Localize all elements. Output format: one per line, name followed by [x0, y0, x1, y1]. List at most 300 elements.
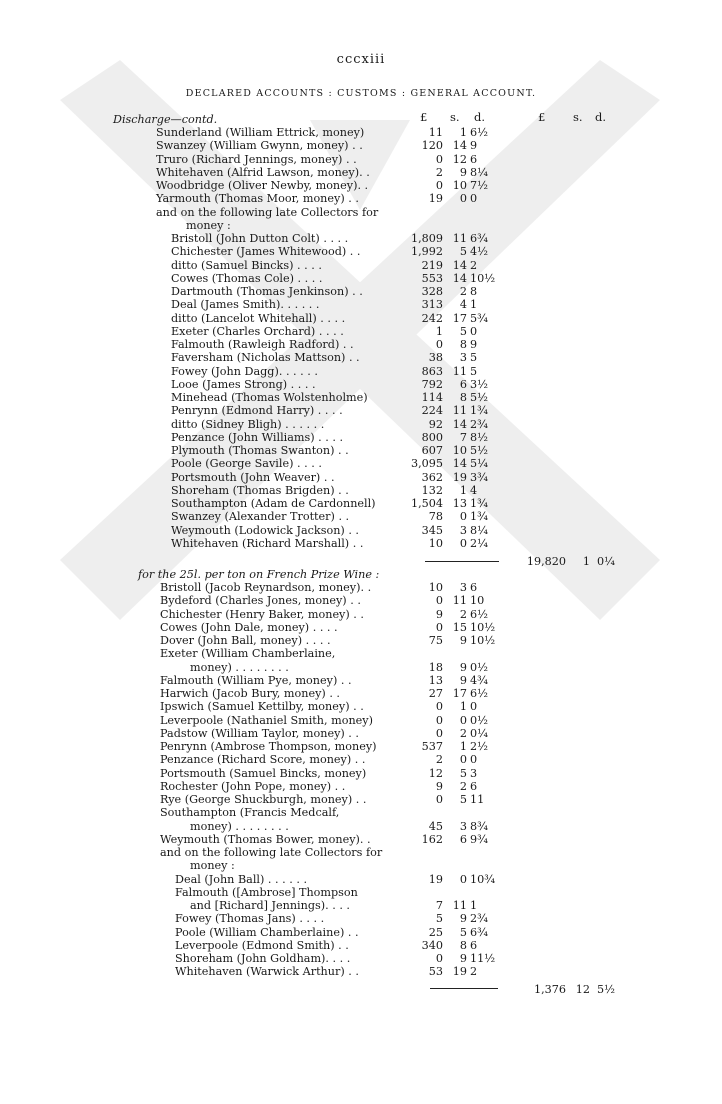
row-pounds: 114 — [421, 391, 443, 404]
row-pounds: 19 — [428, 872, 443, 886]
row-pounds: 345 — [421, 523, 443, 537]
row-pence: 5½ — [470, 444, 488, 457]
row-label: Fowey (John Dagg). . . . . . — [171, 364, 318, 378]
row-pence: 1¾ — [470, 497, 488, 510]
table-row — [0, 767, 722, 780]
row-pence: 11 — [470, 793, 485, 806]
row-label: Woodbridge (Oliver Newby, money). . — [156, 179, 369, 192]
row-pounds: 1,809 — [410, 232, 443, 245]
row-pounds: 607 — [421, 444, 443, 457]
row-shillings: 3 — [459, 351, 467, 365]
table-row — [0, 471, 722, 484]
row-label: Padstow (William Taylor, money) . . — [160, 726, 359, 740]
table-row — [0, 418, 722, 431]
row-pounds: 1,504 — [410, 497, 443, 510]
row-shillings: 11 — [452, 899, 467, 912]
table-row — [0, 912, 722, 925]
table-row — [0, 899, 722, 912]
row-pounds: 0 — [435, 793, 443, 806]
table-row — [0, 444, 722, 457]
row-pence: 6½ — [470, 607, 488, 621]
row-shillings: 15 — [452, 620, 467, 634]
row-label: Southampton (Francis Medcalf, — [160, 806, 340, 820]
row-pounds: 11 — [428, 126, 443, 139]
row-pounds: 242 — [421, 311, 443, 325]
table-row — [0, 926, 722, 939]
row-pence: 1¾ — [470, 510, 488, 524]
row-shillings: 14 — [452, 139, 467, 153]
table-row — [0, 166, 722, 179]
header-total-pounds: £ — [538, 110, 546, 124]
row-pence: 8½ — [470, 430, 488, 444]
row-pence: 10½ — [470, 271, 496, 285]
row-pounds: 362 — [421, 470, 443, 484]
table-row — [0, 886, 722, 899]
row-pence: 8¼ — [470, 523, 488, 537]
header-pence: d. — [474, 110, 486, 124]
row-label: Sunderland (William Ettrick, money) — [156, 126, 365, 139]
row-pounds: 19 — [428, 192, 443, 206]
row-shillings: 14 — [452, 457, 467, 471]
header-total-pence: d. — [595, 110, 607, 124]
row-label: Penzance (Richard Score, money) . . — [160, 753, 366, 767]
row-label: Falmouth (Rawleigh Radford) . . — [171, 338, 354, 351]
row-pence: 0 — [470, 324, 478, 338]
row-shillings: 17 — [452, 687, 467, 700]
row-label: Harwich (Jacob Bury, money) . . — [160, 687, 340, 700]
row-label: Swanzey (William Gwynn, money) . . — [156, 139, 363, 153]
row-label: Minehead (Thomas Wolstenholme) — [171, 391, 368, 404]
row-pence: 5½ — [470, 391, 488, 404]
row-label: Bydeford (Charles Jones, money) . . — [160, 594, 361, 608]
row-shillings: 0 — [459, 872, 467, 886]
table-row — [0, 780, 722, 793]
row-shillings: 2 — [459, 285, 467, 298]
row-shillings: 4 — [459, 298, 467, 312]
row-pounds: 2 — [435, 165, 443, 179]
table-row — [0, 338, 722, 351]
row-pounds: 10 — [428, 581, 443, 594]
row-pence: 3¾ — [470, 470, 488, 484]
row-shillings: 1 — [459, 126, 467, 139]
table-row — [0, 833, 722, 846]
row-pence: 9 — [470, 338, 478, 351]
table-row — [0, 192, 722, 205]
row-pence: 0 — [470, 192, 478, 206]
table-row — [0, 219, 722, 232]
row-shillings: 5 — [459, 766, 467, 780]
row-label: Penrynn (Ambrose Thompson, money) — [160, 740, 377, 753]
row-label: Chichester (James Whitewood) . . — [171, 245, 361, 259]
row-pounds: 162 — [421, 832, 443, 846]
row-pounds: 0 — [435, 620, 443, 634]
row-shillings: 0 — [459, 192, 467, 206]
row-label: and [Richard] Jennings). . . . — [190, 899, 350, 912]
row-label: ditto (Lancelot Whitehall) . . . . — [171, 311, 346, 325]
row-pence: 0½ — [470, 713, 488, 727]
row-pounds: 9 — [435, 607, 443, 621]
row-label: Ipswich (Samuel Kettilby, money) . . — [160, 700, 364, 714]
row-shillings: 19 — [452, 470, 467, 484]
table-row — [0, 806, 722, 819]
row-pounds: 18 — [428, 660, 443, 674]
row-pence: 8 — [470, 285, 478, 298]
row-label: Bristoll (John Dutton Colt) . . . . — [171, 232, 349, 245]
row-pence: 8¾ — [470, 819, 488, 833]
row-pounds: 78 — [428, 510, 443, 524]
table-row — [0, 325, 722, 338]
row-label: Looe (James Strong) . . . . — [171, 377, 316, 391]
row-pence: 1¾ — [470, 404, 488, 418]
table-row — [0, 714, 722, 727]
row-shillings: 11 — [452, 404, 467, 418]
row-label: Fowey (Thomas Jans) . . . . — [175, 912, 325, 926]
table-row — [0, 457, 722, 470]
section2-total: 1,376 12 5½ — [533, 983, 615, 996]
row-pence: 10½ — [470, 634, 496, 647]
table-row — [0, 674, 722, 687]
row-shillings: 7 — [459, 430, 467, 444]
row-pence: 3 — [470, 766, 478, 780]
row-label: Dartmouth (Thomas Jenkinson) . . — [171, 285, 363, 298]
row-pounds: 537 — [421, 740, 443, 753]
row-pounds: 12 — [428, 766, 443, 780]
row-pounds: 120 — [421, 139, 443, 153]
table-row — [0, 298, 722, 311]
row-shillings: 9 — [459, 165, 467, 179]
table-row — [0, 431, 722, 444]
row-shillings: 6 — [459, 832, 467, 846]
row-shillings: 9 — [459, 912, 467, 926]
row-shillings: 12 — [452, 152, 467, 166]
row-pounds: 553 — [421, 271, 443, 285]
row-pounds: 9 — [435, 779, 443, 793]
table-row — [0, 793, 722, 806]
row-pounds: 92 — [428, 417, 443, 431]
table-row — [0, 351, 722, 364]
table-row — [0, 391, 722, 404]
table-row — [0, 621, 722, 634]
row-pounds: 2 — [435, 753, 443, 767]
table-row — [0, 952, 722, 965]
row-shillings: 1 — [459, 740, 467, 753]
row-label: ditto (Sidney Bligh) . . . . . . — [171, 417, 325, 431]
row-label: Weymouth (Thomas Bower, money). . — [160, 832, 371, 846]
table-row — [0, 687, 722, 700]
table-row — [0, 484, 722, 497]
table-row — [0, 661, 722, 674]
row-pence: 0 — [470, 753, 478, 767]
table-row — [0, 378, 722, 391]
table-row — [0, 139, 722, 152]
row-shillings: 2 — [459, 607, 467, 621]
row-pounds: 38 — [428, 351, 443, 365]
row-shillings: 0 — [459, 713, 467, 727]
row-pence: 10 — [470, 594, 485, 608]
row-label: Shoreham (John Goldham). . . . — [175, 952, 351, 965]
row-label: money) . . . . . . . . — [190, 819, 289, 833]
table-row — [0, 859, 722, 872]
row-label: Portsmouth (John Weaver) . . — [171, 470, 335, 484]
row-pounds: 13 — [428, 673, 443, 687]
row-label: Yarmouth (Thomas Moor, money) . . — [156, 192, 359, 206]
row-label: Falmouth (William Pye, money) . . — [160, 673, 352, 687]
row-pounds: 313 — [421, 298, 443, 312]
row-shillings: 10 — [452, 179, 467, 192]
row-pence: 1 — [470, 298, 478, 312]
row-pence: 6½ — [470, 126, 488, 139]
table-row — [0, 581, 722, 594]
table-row — [0, 126, 722, 139]
row-pounds: 219 — [421, 258, 443, 272]
table-row — [0, 965, 722, 978]
row-shillings: 3 — [459, 819, 467, 833]
row-shillings: 5 — [459, 324, 467, 338]
table-row — [0, 537, 722, 550]
row-pence: 4 — [470, 483, 478, 497]
row-pounds: 340 — [421, 938, 443, 952]
row-pence: 10¾ — [470, 872, 496, 886]
table-row — [0, 232, 722, 245]
row-label: ditto (Samuel Bincks) . . . . — [171, 258, 322, 272]
row-label: Penzance (John Williams) . . . . — [171, 430, 344, 444]
row-shillings: 17 — [452, 311, 467, 325]
page-number: cccxiii — [336, 52, 386, 67]
table-row — [0, 153, 722, 166]
row-pence: 8¼ — [470, 165, 488, 179]
section-heading-prize-wine: for the 25l. per ton on French Prize Wine : — [138, 568, 380, 581]
row-pounds: 7 — [435, 899, 443, 912]
row-shillings: 9 — [459, 660, 467, 674]
row-shillings: 19 — [452, 965, 467, 979]
row-shillings: 1 — [459, 700, 467, 714]
row-pounds: 1 — [435, 324, 443, 338]
row-shillings: 0 — [459, 536, 467, 550]
row-shillings: 5 — [459, 925, 467, 939]
row-label: money) . . . . . . . . — [190, 660, 289, 674]
row-label: Leverpoole (Nathaniel Smith, money) — [160, 713, 373, 727]
table-row — [0, 404, 722, 417]
row-pence: 5¾ — [470, 311, 488, 325]
row-pence: 2¾ — [470, 417, 488, 431]
row-label: Whitehaven (Warwick Arthur) . . — [175, 965, 359, 979]
row-pounds: 0 — [435, 152, 443, 166]
row-label: Portsmouth (Samuel Bincks, money) — [160, 766, 367, 780]
row-label: Falmouth ([Ambrose] Thompson — [175, 885, 358, 899]
header-total-shillings: s. — [573, 110, 583, 124]
row-pounds: 0 — [435, 726, 443, 740]
row-shillings: 9 — [459, 673, 467, 687]
row-shillings: 5 — [459, 245, 467, 259]
row-label: Exeter (William Chamberlaine, — [160, 647, 336, 661]
row-shillings: 0 — [459, 510, 467, 524]
row-pence: 0½ — [470, 660, 488, 674]
row-pence: 0 — [470, 700, 478, 714]
table-row — [0, 285, 722, 298]
row-label: money : — [186, 218, 231, 232]
row-pounds: 53 — [428, 965, 443, 979]
row-shillings: 11 — [452, 232, 467, 245]
table-row — [0, 753, 722, 766]
table-row — [0, 594, 722, 607]
row-label: Truro (Richard Jennings, money) . . — [156, 152, 357, 166]
row-label: and on the following late Collectors for — [156, 205, 379, 219]
row-label: Cowes (John Dale, money) . . . . — [160, 620, 338, 634]
section1-total: 19,820 1 0¼ — [526, 555, 615, 568]
table-row — [0, 259, 722, 272]
row-pounds: 1,992 — [410, 245, 443, 259]
row-label: Deal (James Smith). . . . . . — [171, 298, 320, 312]
row-pounds: 10 — [428, 536, 443, 550]
row-label: Whitehaven (Alfrid Lawson, money). . — [156, 165, 370, 179]
row-shillings: 5 — [459, 793, 467, 806]
row-shillings: 14 — [452, 258, 467, 272]
row-label: Cowes (Thomas Cole) . . . . — [171, 271, 323, 285]
row-shillings: 0 — [459, 753, 467, 767]
running-head: DECLARED ACCOUNTS : CUSTOMS : GENERAL ACCOUNT. — [185, 88, 537, 99]
header-shillings: s. — [450, 110, 460, 124]
row-shillings: 6 — [459, 377, 467, 391]
row-pence: 2¼ — [470, 536, 488, 550]
row-shillings: 8 — [459, 938, 467, 952]
table-row — [0, 740, 722, 753]
row-pounds: 5 — [435, 912, 443, 926]
row-label: Southampton (Adam de Cardonnell) — [171, 497, 376, 510]
row-pounds: 863 — [421, 364, 443, 378]
row-pence: 6 — [470, 938, 478, 952]
header-pounds: £ — [420, 110, 428, 124]
row-label: Poole (William Chamberlaine) . . — [175, 925, 359, 939]
row-pence: 2¾ — [470, 912, 488, 926]
row-pounds: 25 — [428, 925, 443, 939]
row-pence: 2½ — [470, 740, 488, 753]
row-pence: 2 — [470, 258, 478, 272]
table-row — [0, 700, 722, 713]
row-label: Weymouth (Lodowick Jackson) . . — [171, 523, 359, 537]
row-pounds: 0 — [435, 952, 443, 965]
table-row — [0, 820, 722, 833]
row-pounds: 0 — [435, 700, 443, 714]
table-row — [0, 608, 722, 621]
row-pence: 6 — [470, 152, 478, 166]
row-shillings: 10 — [452, 444, 467, 457]
row-label: Poole (George Savile) . . . . — [171, 457, 322, 471]
table-row — [0, 510, 722, 523]
table-row — [0, 939, 722, 952]
row-pence: 2 — [470, 965, 478, 979]
row-label: Leverpoole (Edmond Smith) . . — [175, 938, 349, 952]
row-pence: 5 — [470, 351, 478, 365]
row-label: Rye (George Shuckburgh, money) . . — [160, 793, 367, 806]
row-label: Penrynn (Edmond Harry) . . . . — [171, 404, 343, 418]
table-row — [0, 272, 722, 285]
table-row — [0, 179, 722, 192]
table-row — [0, 634, 722, 647]
row-pence: 9¾ — [470, 832, 488, 846]
row-pounds: 0 — [435, 594, 443, 608]
row-pence: 6 — [470, 581, 478, 594]
row-pence: 7½ — [470, 179, 488, 192]
row-pence: 6½ — [470, 687, 488, 700]
row-pounds: 132 — [421, 483, 443, 497]
row-label: money : — [190, 859, 235, 873]
row-pounds: 224 — [421, 404, 443, 418]
row-label: Shoreham (Thomas Brigden) . . — [171, 483, 349, 497]
row-label: Faversham (Nicholas Mattson) . . — [171, 351, 360, 365]
row-label: Swanzey (Alexander Trotter) . . — [171, 510, 350, 524]
row-shillings: 8 — [459, 338, 467, 351]
row-pounds: 0 — [435, 338, 443, 351]
row-pence: 6¾ — [470, 232, 488, 245]
table-row — [0, 497, 722, 510]
row-pence: 4½ — [470, 245, 488, 259]
table-row — [0, 206, 722, 219]
row-shillings: 9 — [459, 952, 467, 965]
row-pence: 10½ — [470, 620, 496, 634]
table-row — [0, 647, 722, 660]
row-label: Rochester (John Pope, money) . . — [160, 779, 346, 793]
row-pounds: 0 — [435, 179, 443, 192]
row-shillings: 3 — [459, 523, 467, 537]
row-shillings: 11 — [452, 594, 467, 608]
row-shillings: 1 — [459, 483, 467, 497]
row-pence: 0¼ — [470, 726, 488, 740]
table-row — [0, 727, 722, 740]
row-shillings: 11 — [452, 364, 467, 378]
row-pounds: 328 — [421, 285, 443, 298]
row-shillings: 9 — [459, 634, 467, 647]
row-pence: 4¾ — [470, 673, 488, 687]
row-shillings: 8 — [459, 391, 467, 404]
row-pence: 6¾ — [470, 925, 488, 939]
table-row — [0, 312, 722, 325]
row-label: and on the following late Collectors for — [160, 846, 383, 859]
row-pence: 6 — [470, 779, 478, 793]
row-pence: 5¼ — [470, 457, 488, 471]
table-row — [0, 846, 722, 859]
row-label: Deal (John Ball) . . . . . . — [175, 872, 308, 886]
row-label: Bristoll (Jacob Reynardson, money). . — [160, 581, 372, 594]
row-pounds: 3,095 — [410, 457, 443, 471]
row-shillings: 14 — [452, 271, 467, 285]
row-pounds: 75 — [428, 634, 443, 647]
row-pounds: 0 — [435, 713, 443, 727]
row-shillings: 2 — [459, 726, 467, 740]
row-pence: 1 — [470, 899, 478, 912]
row-label: Whitehaven (Richard Marshall) . . — [171, 536, 364, 550]
row-label: Plymouth (Thomas Swanton) . . — [171, 444, 349, 457]
row-label: Exeter (Charles Orchard) . . . . — [171, 324, 344, 338]
table-row — [0, 245, 722, 258]
row-pounds: 792 — [421, 377, 443, 391]
row-pounds: 45 — [428, 819, 443, 833]
row-label: Dover (John Ball, money) . . . . — [160, 634, 331, 647]
row-label: Chichester (Henry Baker, money) . . — [160, 607, 364, 621]
row-pence: 9 — [470, 139, 478, 153]
table-row — [0, 365, 722, 378]
row-shillings: 14 — [452, 417, 467, 431]
row-shillings: 3 — [459, 581, 467, 594]
table-row — [0, 873, 722, 886]
row-pounds: 27 — [428, 687, 443, 700]
column-headers — [0, 111, 722, 124]
table-row — [0, 524, 722, 537]
section-heading-discharge: Discharge—contd. — [113, 113, 218, 126]
row-pence: 3½ — [470, 377, 488, 391]
row-pounds: 800 — [421, 430, 443, 444]
row-pence: 5 — [470, 364, 478, 378]
row-shillings: 2 — [459, 779, 467, 793]
